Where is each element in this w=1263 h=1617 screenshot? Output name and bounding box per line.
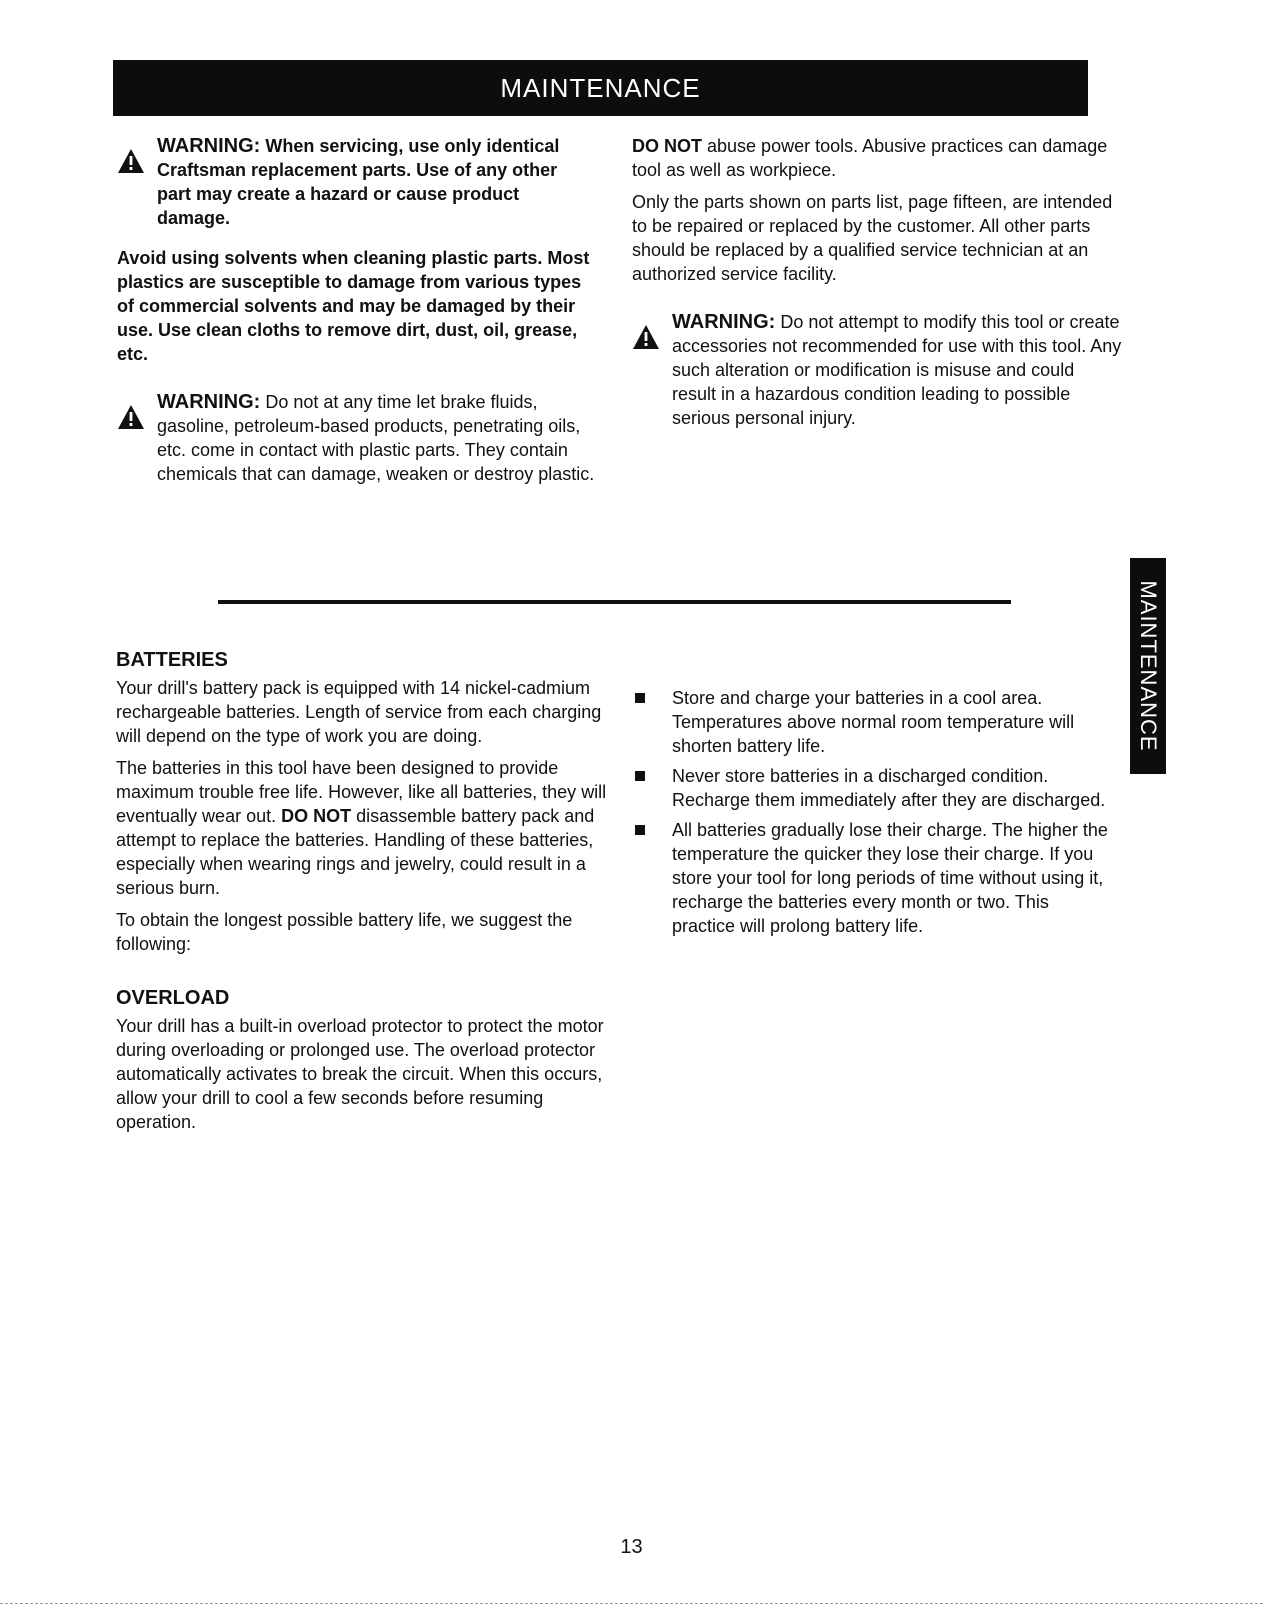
batteries-paragraph-2-end: disassemble battery pack and attempt to replace the batteries. Handling of these batteries, especially when wearing rings and jewelry, could result in a serious burn. — [116, 806, 595, 898]
warning-text: Do not at any time let brake fluids, gasoline, petroleum-based products, penetrating oils, etc. come in contact with plastic parts. They contain chemicals that can damage, weaken or destroy plastic. — [157, 392, 595, 484]
batteries-paragraph-3: To obtain the longest possible battery life, we suggest the following: — [116, 910, 573, 954]
batteries-paragraph-1: Your drill's battery pack is equipped with 14 nickel-cadmium rechargeable batteries. Length of service from each charging will depend on the type of work you are doing. — [116, 678, 602, 746]
overload-paragraph: Your drill has a built-in overload protector to protect the motor during overloading or prolonged use. The overload protector automatically activates to break the circuit. When this occurs, allow your drill to cool a few seconds before resuming operation. — [116, 1016, 604, 1132]
side-tab — [1130, 558, 1166, 774]
list-item-text: All batteries gradually lose their charge. The higher the temperature the quicker they lose their charge. If you store your tool for long periods of time without using it, recharge the batteries every month or two. This practice will prolong battery life. — [672, 820, 1108, 936]
abuse-paragraph — [632, 134, 1122, 182]
bottom-rule — [0, 1603, 1263, 1604]
solvents-paragraph: Avoid using solvents when cleaning plastic parts. Most plastics are susceptible to damage from various types of commercial solvents and may be damaged by their use. Use clean cloths to remove dirt, dust, oil, grease, etc. — [117, 248, 590, 364]
do-not-emphasis: DO NOT — [281, 806, 352, 826]
bullet-square-icon — [635, 825, 645, 835]
batteries-paragraph-2-start: The batteries in this tool have been designed to provide maximum trouble free life. However, like all batteries, they will eventually wear out. — [116, 758, 607, 826]
batteries-heading: BATTERIES — [116, 649, 228, 671]
list-item-text: Store and charge your batteries in a cool area. Temperatures above normal room temperature will shorten battery life. — [672, 688, 1075, 756]
warning-text: When servicing, use only identical Craftsman replacement parts. Use of any other part may create a hazard or cause product damage. — [157, 136, 560, 228]
warning-label: WARNING: — [157, 135, 261, 157]
bullet-square-icon — [635, 693, 645, 703]
list-item — [632, 764, 1116, 812]
list-item-text: Never store batteries in a discharged condition. Recharge them immediately after they are discharged. — [672, 766, 1106, 810]
batteries-paragraph-2 — [116, 756, 610, 900]
list-item — [632, 686, 1116, 758]
warning-block — [632, 310, 1122, 430]
bottom-right-column — [632, 686, 1116, 944]
warning-text: Do not attempt to modify this tool or create accessories not recommended for use with this tool. Any such alteration or modification is misuse and could result in a hazardous condition leading to possible serious personal injury. — [672, 312, 1122, 428]
section-header — [113, 60, 1088, 116]
warning-triangle-icon — [117, 148, 145, 174]
abuse-text: abuse power tools. Abusive practices can damage tool as well as workpiece. — [632, 136, 1108, 180]
warning-triangle-icon — [632, 324, 660, 350]
bottom-left-column — [116, 648, 610, 1142]
side-tab-label: MAINTENANCE — [1136, 580, 1161, 752]
do-not-emphasis: DO NOT — [632, 136, 702, 156]
bullet-square-icon — [635, 771, 645, 781]
top-right-column — [632, 134, 1122, 446]
battery-tips-list — [632, 686, 1116, 938]
overload-heading: OVERLOAD — [116, 987, 230, 1009]
warning-block — [117, 134, 595, 230]
warning-label: WARNING: — [672, 311, 776, 333]
warning-block — [117, 390, 595, 486]
section-divider — [218, 600, 1011, 604]
page-number: 13 — [620, 1536, 643, 1558]
warning-triangle-icon — [117, 404, 145, 430]
top-left-column — [117, 134, 595, 502]
warning-label: WARNING: — [157, 391, 261, 413]
section-title: MAINTENANCE — [500, 73, 701, 103]
list-item — [632, 818, 1116, 938]
parts-paragraph: Only the parts shown on parts list, page fifteen, are intended to be repaired or replaced by the customer. All other parts should be replaced by a qualified service technician at an authorized service facility. — [632, 192, 1113, 284]
